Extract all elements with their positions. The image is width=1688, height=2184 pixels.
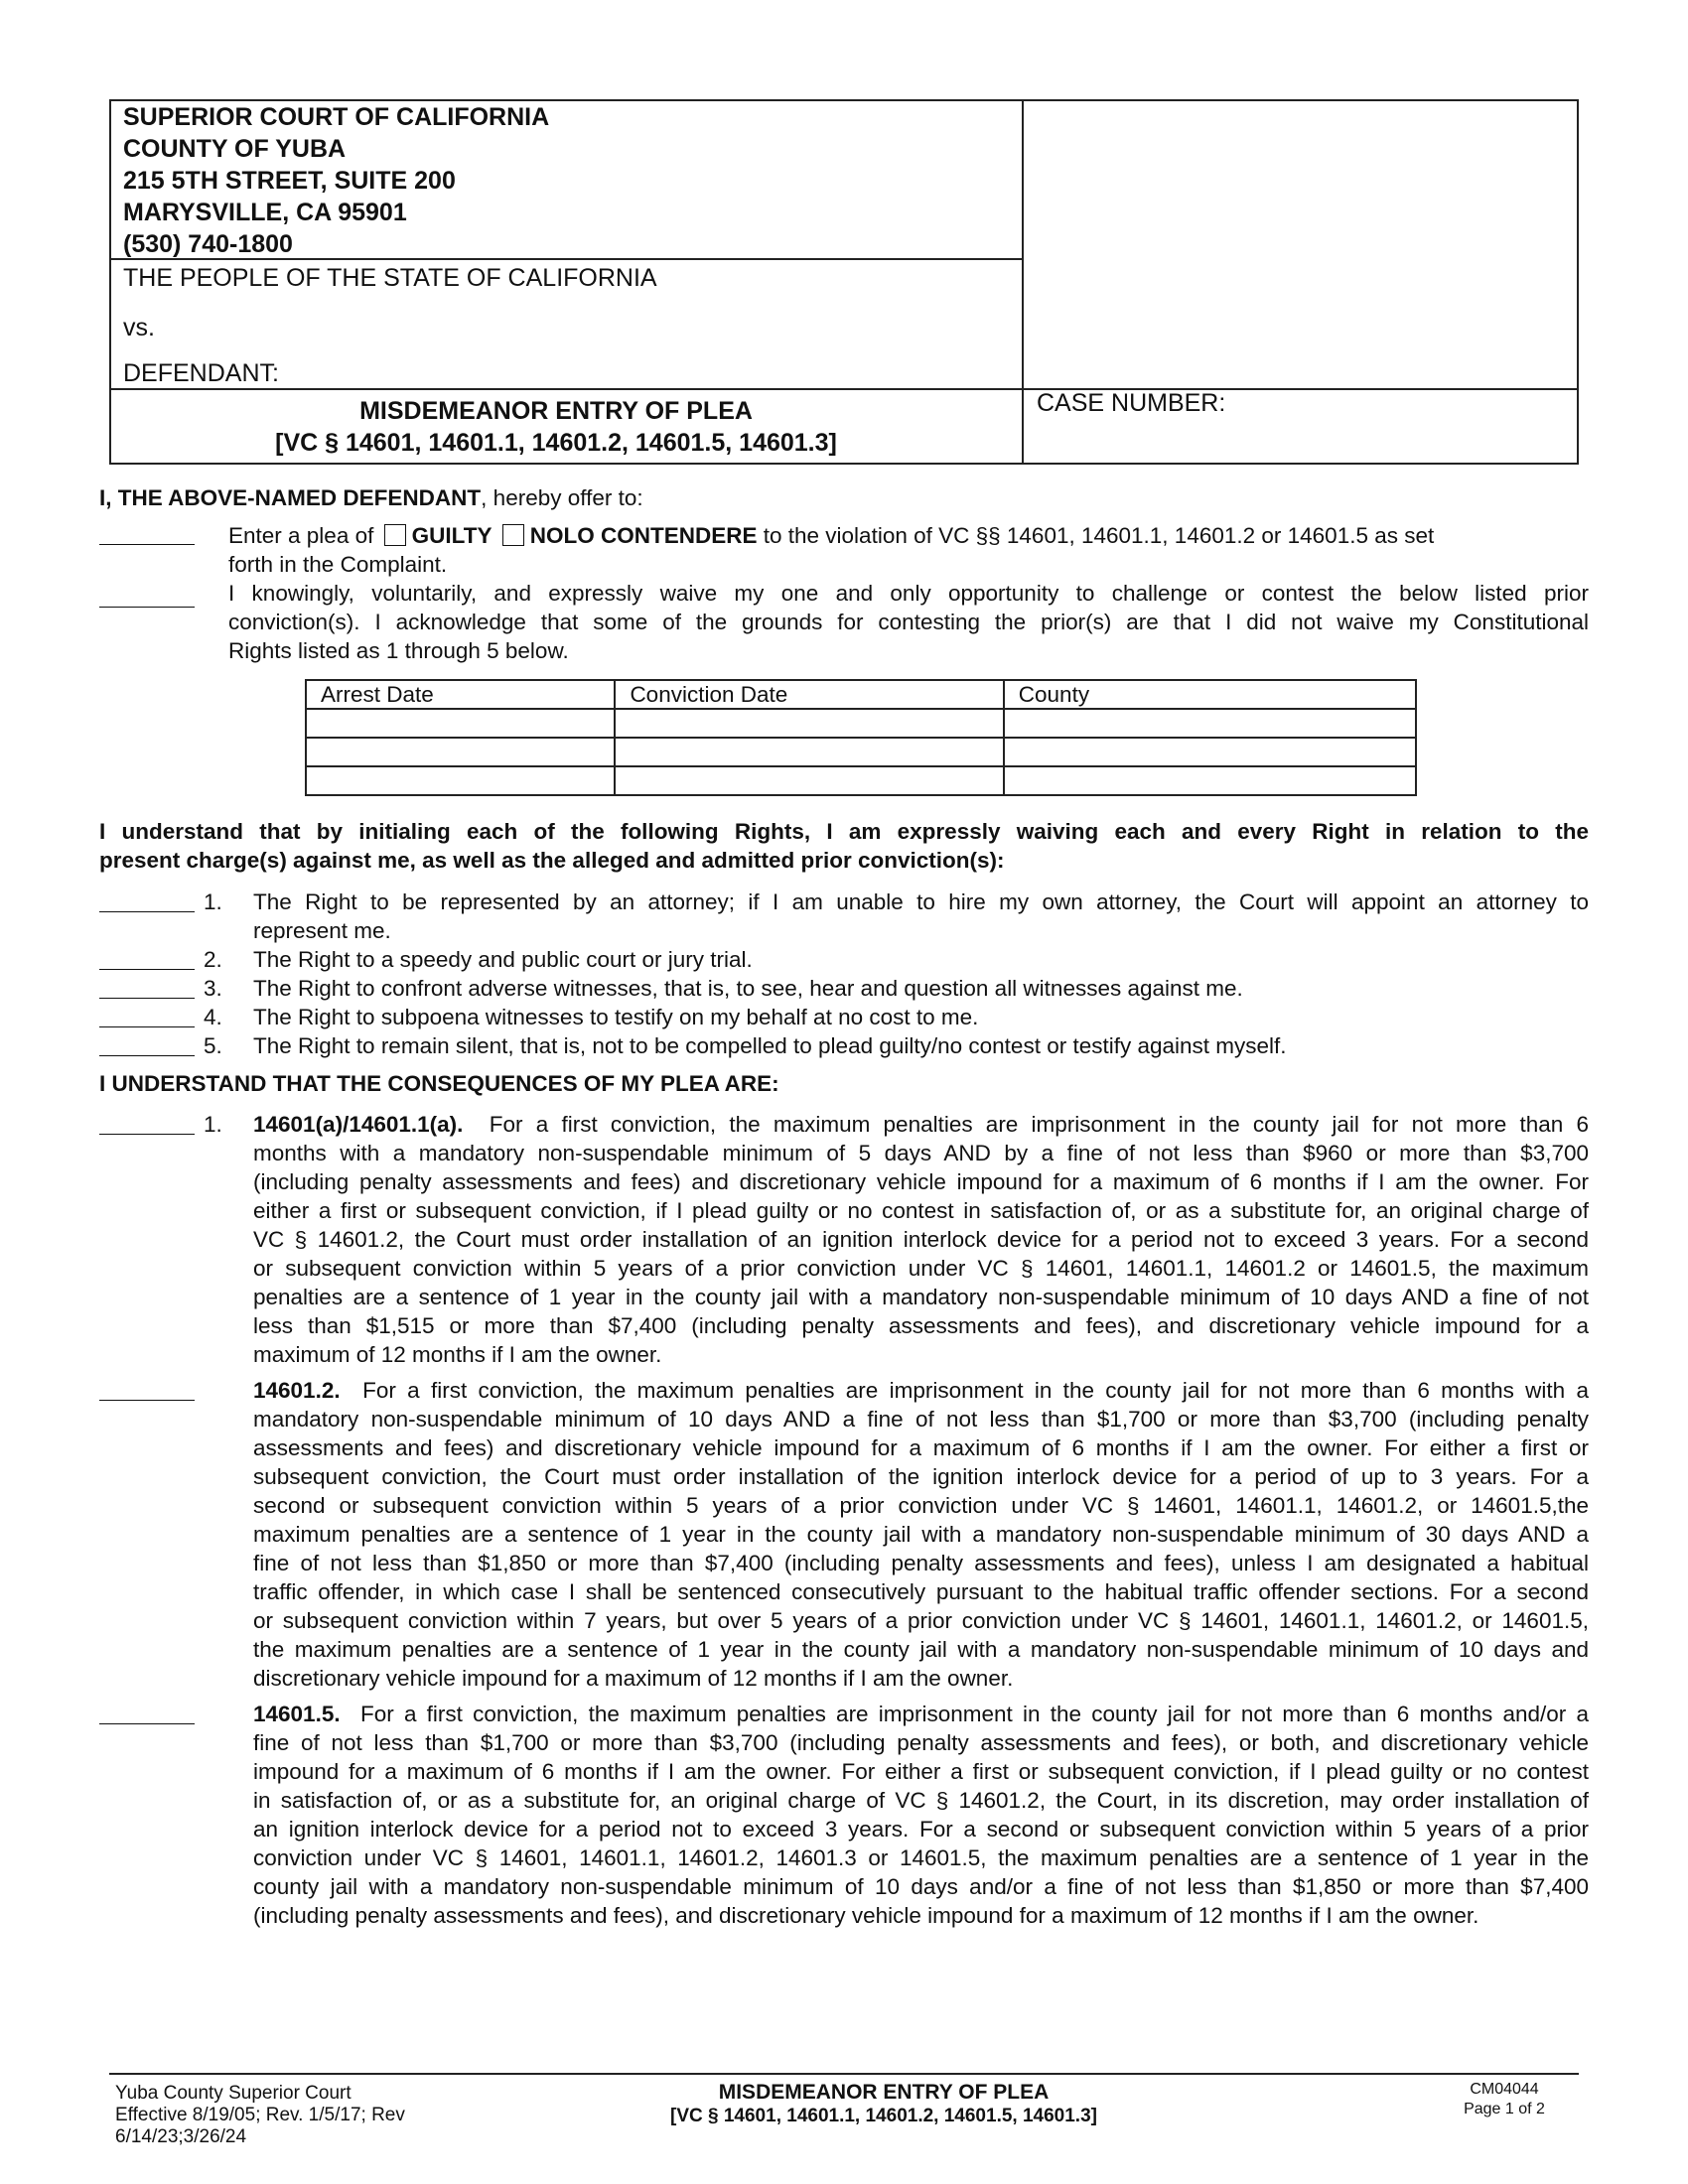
- right-1-number: 1.: [204, 889, 222, 914]
- table-cell[interactable]: [306, 709, 615, 738]
- consequence-3-text: For a first conviction, the maximum penalties are imprisonment in the county jail for not more than 6 months and/or a: [360, 1702, 1589, 1726]
- table-cell[interactable]: [1004, 766, 1416, 795]
- consequence-3-line: impound for a maximum of 6 months if I am the owner. For either a first or subsequent conviction, if I plead guilty or no contest: [253, 1759, 1589, 1784]
- right-4-initial-blank[interactable]: [99, 1026, 195, 1027]
- caption-divider-title: [109, 388, 1579, 390]
- consequence-2-initial-blank[interactable]: [99, 1400, 195, 1401]
- right-1-text-2: represent me.: [253, 918, 391, 943]
- intro-lead: I, THE ABOVE-NAMED DEFENDANT: [99, 485, 482, 510]
- table-cell[interactable]: [306, 738, 615, 766]
- plea-suffix: to the violation of VC §§ 14601, 14601.1, 14601.2 or 14601.5 as set: [763, 523, 1435, 548]
- consequence-1-line: VC § 14601.2, the Court must order installation of an ignition interlock device for a period not to exceed 3 years. For a second: [253, 1227, 1589, 1252]
- consequence-2-line: fine of not less than $1,850 or more than $7,400 (including penalty assessments and fees), unless I am designated a habitual: [253, 1551, 1589, 1575]
- guilty-label: GUILTY: [411, 523, 492, 548]
- consequence-1-line: (including penalty assessments and fees) and discretionary vehicle impound for a maximum of 6 months if I am the owner. For: [253, 1169, 1589, 1194]
- right-1-initial-blank[interactable]: [99, 911, 195, 912]
- right-2-number: 2.: [204, 947, 222, 972]
- consequence-1-initial-blank[interactable]: [99, 1134, 195, 1135]
- right-3-initial-blank[interactable]: [99, 998, 195, 999]
- right-2-text: The Right to a speedy and public court or jury trial.: [253, 947, 753, 972]
- court-county: COUNTY OF YUBA: [123, 135, 347, 163]
- defendant-name-field[interactable]: [348, 357, 1013, 385]
- consequence-2-line: maximum penalties are a sentence of 1 year in the county jail with a mandatory non-suspendable minimum of 30 days AND a: [253, 1522, 1589, 1547]
- consequence-1-line: either a first or subsequent conviction, if I plead guilty or no contest in satisfaction of, or as a substitute for, an original charge of: [253, 1198, 1589, 1223]
- consequence-2-line: the maximum penalties are a sentence of 1 year in the county jail with a mandatory non-suspendable minimum of 10 days and: [253, 1637, 1589, 1662]
- waive-prior-line-1: I knowingly, voluntarily, and expressly waive my one and only opportunity to challenge or contest the below listed prior: [228, 581, 1589, 606]
- table-header-row: [306, 680, 1416, 709]
- case-number-field[interactable]: [1037, 421, 1563, 457]
- court-name: SUPERIOR COURT OF CALIFORNIA: [123, 103, 550, 131]
- court-phone: (530) 740-1800: [123, 230, 293, 258]
- consequence-2-line: traffic offender, in which case I shall be sentenced consecutively pursuant to the habitual traffic offender sections. For a second: [253, 1579, 1589, 1604]
- consequence-2-line: subsequent conviction, the Court must order installation of the ignition interlock device for a period of up to 3 years. For a: [253, 1464, 1589, 1489]
- footer-revisions: 6/14/23;3/26/24: [115, 2126, 247, 2147]
- right-4-text: The Right to subpoena witnesses to testify on my behalf at no cost to me.: [253, 1005, 979, 1029]
- table-cell[interactable]: [1004, 709, 1416, 738]
- footer-court: Yuba County Superior Court: [115, 2083, 352, 2104]
- table-row: [306, 766, 1416, 795]
- right-5-text: The Right to remain silent, that is, not to be compelled to plead guilty/no contest or testify against myself.: [253, 1033, 1287, 1058]
- consequence-1-line: less than $1,515 or more than $7,400 (including penalty assessments and fees), and discretionary vehicle impound for a: [253, 1313, 1589, 1338]
- consequence-1-line: [253, 1111, 1589, 1140]
- waive-prior-line-2: conviction(s). I acknowledge that some of the grounds for contesting the prior(s) are that I did not waive my Constitutional: [228, 610, 1589, 634]
- plaintiff-name: THE PEOPLE OF THE STATE OF CALIFORNIA: [123, 264, 657, 292]
- table-row: [306, 738, 1416, 766]
- consequence-2-text: For a first conviction, the maximum penalties are imprisonment in the county jail for not more than 6 months with a: [362, 1378, 1589, 1403]
- consequence-3-line: fine of not less than $1,700 or more than $3,700 (including penalty assessments and fees), or both, and discretionary vehicle: [253, 1730, 1589, 1755]
- case-number-label: CASE NUMBER:: [1037, 389, 1226, 417]
- plea-line-2: forth in the Complaint.: [228, 552, 448, 577]
- rights-heading-line-1: I understand that by initialing each of the following Rights, I am expressly waiving each and every Right in relation to the: [99, 819, 1589, 844]
- consequence-1-line: months with a mandatory non-suspendable minimum of 5 days AND by a fine of not less than $960 or more than $3,700: [253, 1141, 1589, 1165]
- consequence-3-line: county jail with a mandatory non-suspendable minimum of 10 days and/or a fine of not less than $1,850 or more than $7,400: [253, 1874, 1589, 1899]
- form-title: MISDEMEANOR ENTRY OF PLEA: [359, 397, 753, 425]
- consequence-3-line: an ignition interlock device for a period not to exceed 3 years. For a second or subsequent conviction within 5 years of a prior: [253, 1817, 1589, 1842]
- right-5-number: 5.: [204, 1033, 222, 1058]
- footer-rule: [109, 2073, 1579, 2075]
- consequence-2-line: or subsequent conviction within 7 years, but over 5 years of a prior conviction under VC § 14601, 14601.1, 14601.2, or 14601.5,: [253, 1608, 1589, 1633]
- plea-prefix: Enter a plea of: [228, 523, 374, 548]
- consequence-1-text: For a first conviction, the maximum penalties are imprisonment in the county jail for not more than 6: [489, 1112, 1589, 1137]
- intro-statement: [99, 484, 643, 513]
- intro-rest: , hereby offer to:: [481, 485, 643, 510]
- col-conviction-date: Conviction Date: [615, 680, 1003, 709]
- right-4-number: 4.: [204, 1005, 222, 1029]
- footer-effective: Effective 8/19/05; Rev. 1/5/17; Rev: [115, 2105, 405, 2125]
- right-1-text: The Right to be represented by an attorney; if I am unable to hire my own attorney, the Court will appoint an attorney to: [253, 889, 1589, 914]
- consequence-1-number: 1.: [204, 1112, 222, 1137]
- defendant-label: DEFENDANT:: [123, 359, 279, 387]
- consequence-2-line: discretionary vehicle impound for a maximum of 12 months if I am the owner.: [253, 1666, 1014, 1691]
- footer-statutes: [VC § 14601, 14601.1, 14601.2, 14601.5, 14601.3]: [670, 2106, 1097, 2126]
- court-street: 215 5TH STREET, SUITE 200: [123, 167, 456, 195]
- versus-label: vs.: [123, 314, 155, 341]
- footer-title: MISDEMEANOR ENTRY OF PLEA: [718, 2081, 1050, 2104]
- consequence-1-line: or subsequent conviction within 5 years of a prior conviction under VC § 14601, 14601.1, 14601.2 or 14601.5, the maximum: [253, 1256, 1589, 1281]
- col-county: County: [1004, 680, 1416, 709]
- right-3-text: The Right to confront adverse witnesses, that is, to see, hear and question all witnesses against me.: [253, 976, 1243, 1001]
- waive-prior-line-3: Rights listed as 1 through 5 below.: [228, 638, 569, 663]
- consequence-2-line: [253, 1377, 1589, 1406]
- consequence-2-line: mandatory non-suspendable minimum of 10 days AND a fine of not less than $1,700 or more than $3,700 (including penalty: [253, 1407, 1589, 1432]
- consequence-2-line: second or subsequent conviction within 5 years of a prior conviction under VC § 14601, 14601.1, 14601.2, or 14601.5,the: [253, 1493, 1589, 1518]
- court-use-area: [1025, 103, 1577, 387]
- consequence-3-initial-blank[interactable]: [99, 1723, 195, 1724]
- table-cell[interactable]: [306, 766, 615, 795]
- consequence-2-code: 14601.2.: [253, 1378, 341, 1403]
- consequence-2-line: assessments and fees) and discretionary vehicle impound for a maximum of 6 months if I am the owner. For either a first or: [253, 1435, 1589, 1460]
- consequence-1-line: maximum of 12 months if I am the owner.: [253, 1342, 662, 1367]
- table-cell[interactable]: [615, 709, 1003, 738]
- table-cell[interactable]: [615, 738, 1003, 766]
- form-title-statutes: [VC § 14601, 14601.1, 14601.2, 14601.5, 14601.3]: [275, 429, 837, 457]
- right-3-number: 3.: [204, 976, 222, 1001]
- right-2-initial-blank[interactable]: [99, 969, 195, 970]
- waive-prior-initial-blank[interactable]: [99, 607, 195, 608]
- footer-page-number: Page 1 of 2: [1464, 2101, 1545, 2117]
- consequence-3-code: 14601.5.: [253, 1702, 341, 1726]
- consequence-1-line: penalties are a sentence of 1 year in the county jail with a mandatory non-suspendable minimum of 10 days AND a fine of not: [253, 1285, 1589, 1309]
- plea-line: [228, 522, 1589, 551]
- consequence-1-code: 14601(a)/14601.1(a).: [253, 1112, 464, 1137]
- right-5-initial-blank[interactable]: [99, 1055, 195, 1056]
- consequence-3-line: conviction under VC § 14601, 14601.1, 14601.2, 14601.3 or 14601.5, the maximum penalties are a sentence of 1 year in the: [253, 1845, 1589, 1870]
- caption-divider-vertical: [1022, 99, 1024, 465]
- table-row: [306, 709, 1416, 738]
- table-cell[interactable]: [1004, 738, 1416, 766]
- col-arrest-date: Arrest Date: [306, 680, 615, 709]
- consequence-3-line: [253, 1701, 1589, 1729]
- prior-convictions-table: [305, 679, 1417, 796]
- consequence-3-line: in satisfaction of, or as a substitute for, an original charge of VC § 14601.2, the Court, in its discretion, may order installation of: [253, 1788, 1589, 1813]
- guilty-checkbox[interactable]: [384, 524, 406, 546]
- consequence-3-line: (including penalty assessments and fees), and discretionary vehicle impound for a maximum of 12 months if I am the owner.: [253, 1903, 1479, 1928]
- court-city: MARYSVILLE, CA 95901: [123, 199, 407, 226]
- rights-heading-line-2: present charge(s) against me, as well as the alleged and admitted prior conviction(s):: [99, 848, 1005, 873]
- plea-initial-blank[interactable]: [99, 544, 195, 545]
- nolo-label: NOLO CONTENDERE: [529, 523, 758, 548]
- consequences-heading: I UNDERSTAND THAT THE CONSEQUENCES OF MY PLEA ARE:: [99, 1071, 779, 1096]
- table-cell[interactable]: [615, 766, 1003, 795]
- nolo-checkbox[interactable]: [502, 524, 524, 546]
- footer-form-code: CM04044: [1470, 2081, 1539, 2098]
